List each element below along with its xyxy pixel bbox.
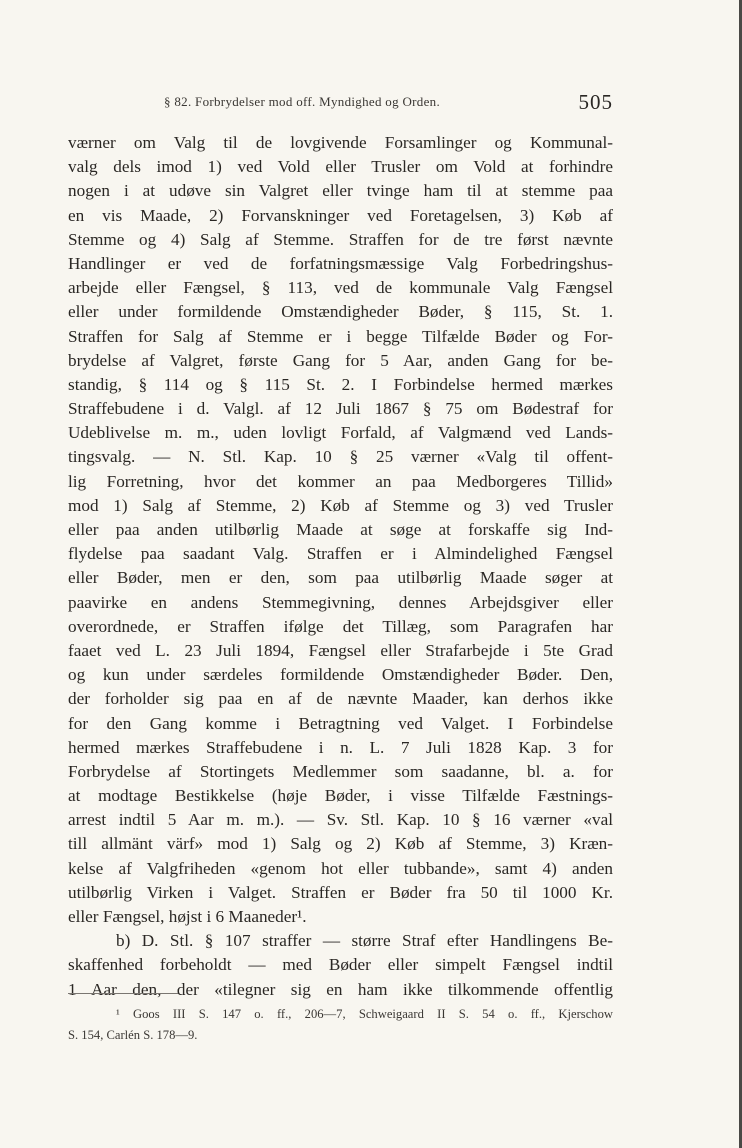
text-line: arbejde eller Fængsel, § 113, ved de kommunale Valg Fængsel — [68, 278, 613, 298]
main-text — [68, 131, 613, 1002]
text-line: flydelse paa saadant Valg. Straffen er i Almindelighed Fængsel — [68, 544, 613, 564]
text-line: till allmänt värf» mod 1) Salg og 2) Køb af Stemme, 3) Kræn- — [68, 834, 613, 854]
text-line: værner om Valg til de lovgivende Forsamlinger og Kommunal- — [68, 133, 613, 152]
text-line: tingsvalg. — N. Stl. Kap. 10 § 25 værner «Valg til offent- — [68, 447, 613, 467]
page-number: 505 — [578, 90, 613, 114]
text-line: 1 Aar den, der «tilegner sig en ham ikke tilkommende offentlig — [68, 979, 613, 999]
text-line: hermed mærkes Straffebudene i n. L. 7 Juli 1828 Kap. 3 for — [68, 737, 613, 757]
text-line: for den Gang komme i Betragtning ved Valget. I Forbindelse — [68, 713, 613, 733]
footnote-line: S. 154, Carlén S. 178—9. — [68, 1028, 198, 1042]
text-line: og kun under særdeles formildende Omstændigheder Bøder. Den, — [68, 665, 613, 685]
text-line: at modtage Bestikkelse (høje Bøder, i visse Tilfælde Fæstnings- — [68, 786, 613, 806]
text-line: eller Fængsel, højst i 6 Maaneder¹. — [68, 907, 307, 926]
text-line: nogen i at udøve sin Valgret eller tvinge ham til at stemme paa — [68, 181, 613, 201]
text-line: paavirke en andens Stemmegivning, dennes Arbejdsgiver eller — [68, 592, 613, 612]
text-line: Handlinger er ved de forfatningsmæssige Valg Forbedringshus- — [68, 253, 613, 273]
text-line: brydelse af Valgret, første Gang for 5 Aar, anden Gang for be- — [68, 350, 613, 370]
text-line: b) D. Stl. § 107 straffer — større Straf efter Handlingens Be- — [116, 931, 613, 951]
text-line: valg dels imod 1) ved Vold eller Trusler om Vold at forhindre — [68, 157, 613, 177]
text-line: Straffebudene i d. Valgl. af 12 Juli 1867 § 75 om Bødestraf for — [68, 399, 613, 419]
text-line: eller under formildende Omstændigheder Bøder, § 115, St. 1. — [68, 302, 613, 322]
text-line: overordnede, er Straffen ifølge det Tillæg, som Paragrafen har — [68, 616, 613, 636]
text-line: mod 1) Salg af Stemme, 2) Køb af Stemme og 3) ved Trusler — [68, 495, 613, 515]
text-line: kelse af Valgfriheden «genom hot eller tubbande», samt 4) anden — [68, 858, 613, 878]
footnote-rule — [68, 993, 178, 994]
text-line: der forholder sig paa en af de nævnte Maader, kan derhos ikke — [68, 689, 613, 709]
text-line: en vis Maade, 2) Forvanskninger ved Foretagelsen, 3) Køb af — [68, 205, 613, 225]
text-line: eller Bøder, men er den, som paa utilbørlig Maade søger at — [68, 568, 613, 588]
section-header: § 82. Forbrydelser mod off. Myndighed og Orden. — [164, 94, 440, 109]
footnote-line: ¹ Goos III S. 147 o. ff., 206—7, Schweigaard II S. 54 o. ff., Kjerschow — [116, 1007, 613, 1021]
footnotes — [68, 1004, 613, 1046]
text-line: Straffen for Salg af Stemme er i begge Tilfælde Bøder og For- — [68, 326, 613, 346]
text-line: Forbrydelse af Stortingets Medlemmer som saadanne, bl. a. for — [68, 761, 613, 781]
text-line: eller paa anden utilbørlig Maade at søge at forskaffe sig Ind- — [68, 520, 613, 539]
text-line: lig Forretning, hvor det kommer an paa Medborgeres Tillid» — [68, 471, 613, 491]
text-line: Stemme og 4) Salg af Stemme. Straffen for de tre først nævnte — [68, 229, 613, 249]
text-line: faaet ved L. 23 Juli 1894, Fængsel eller Strafarbejde i 5te Grad — [68, 640, 613, 660]
text-line: skaffenhed forbeholdt — med Bøder eller simpelt Fængsel indtil — [68, 955, 613, 975]
text-line: Udeblivelse m. m., uden lovligt Forfald, af Valgmænd ved Lands- — [68, 423, 613, 443]
text-line: utilbørlig Virken i Valget. Straffen er Bøder fra 50 til 1000 Kr. — [68, 882, 613, 902]
text-line: arrest indtil 5 Aar m. m.). — Sv. Stl. Kap. 10 § 16 værner «val — [68, 810, 613, 830]
running-head — [68, 92, 613, 118]
text-line: standig, § 114 og § 115 St. 2. I Forbindelse hermed mærkes — [68, 374, 613, 394]
